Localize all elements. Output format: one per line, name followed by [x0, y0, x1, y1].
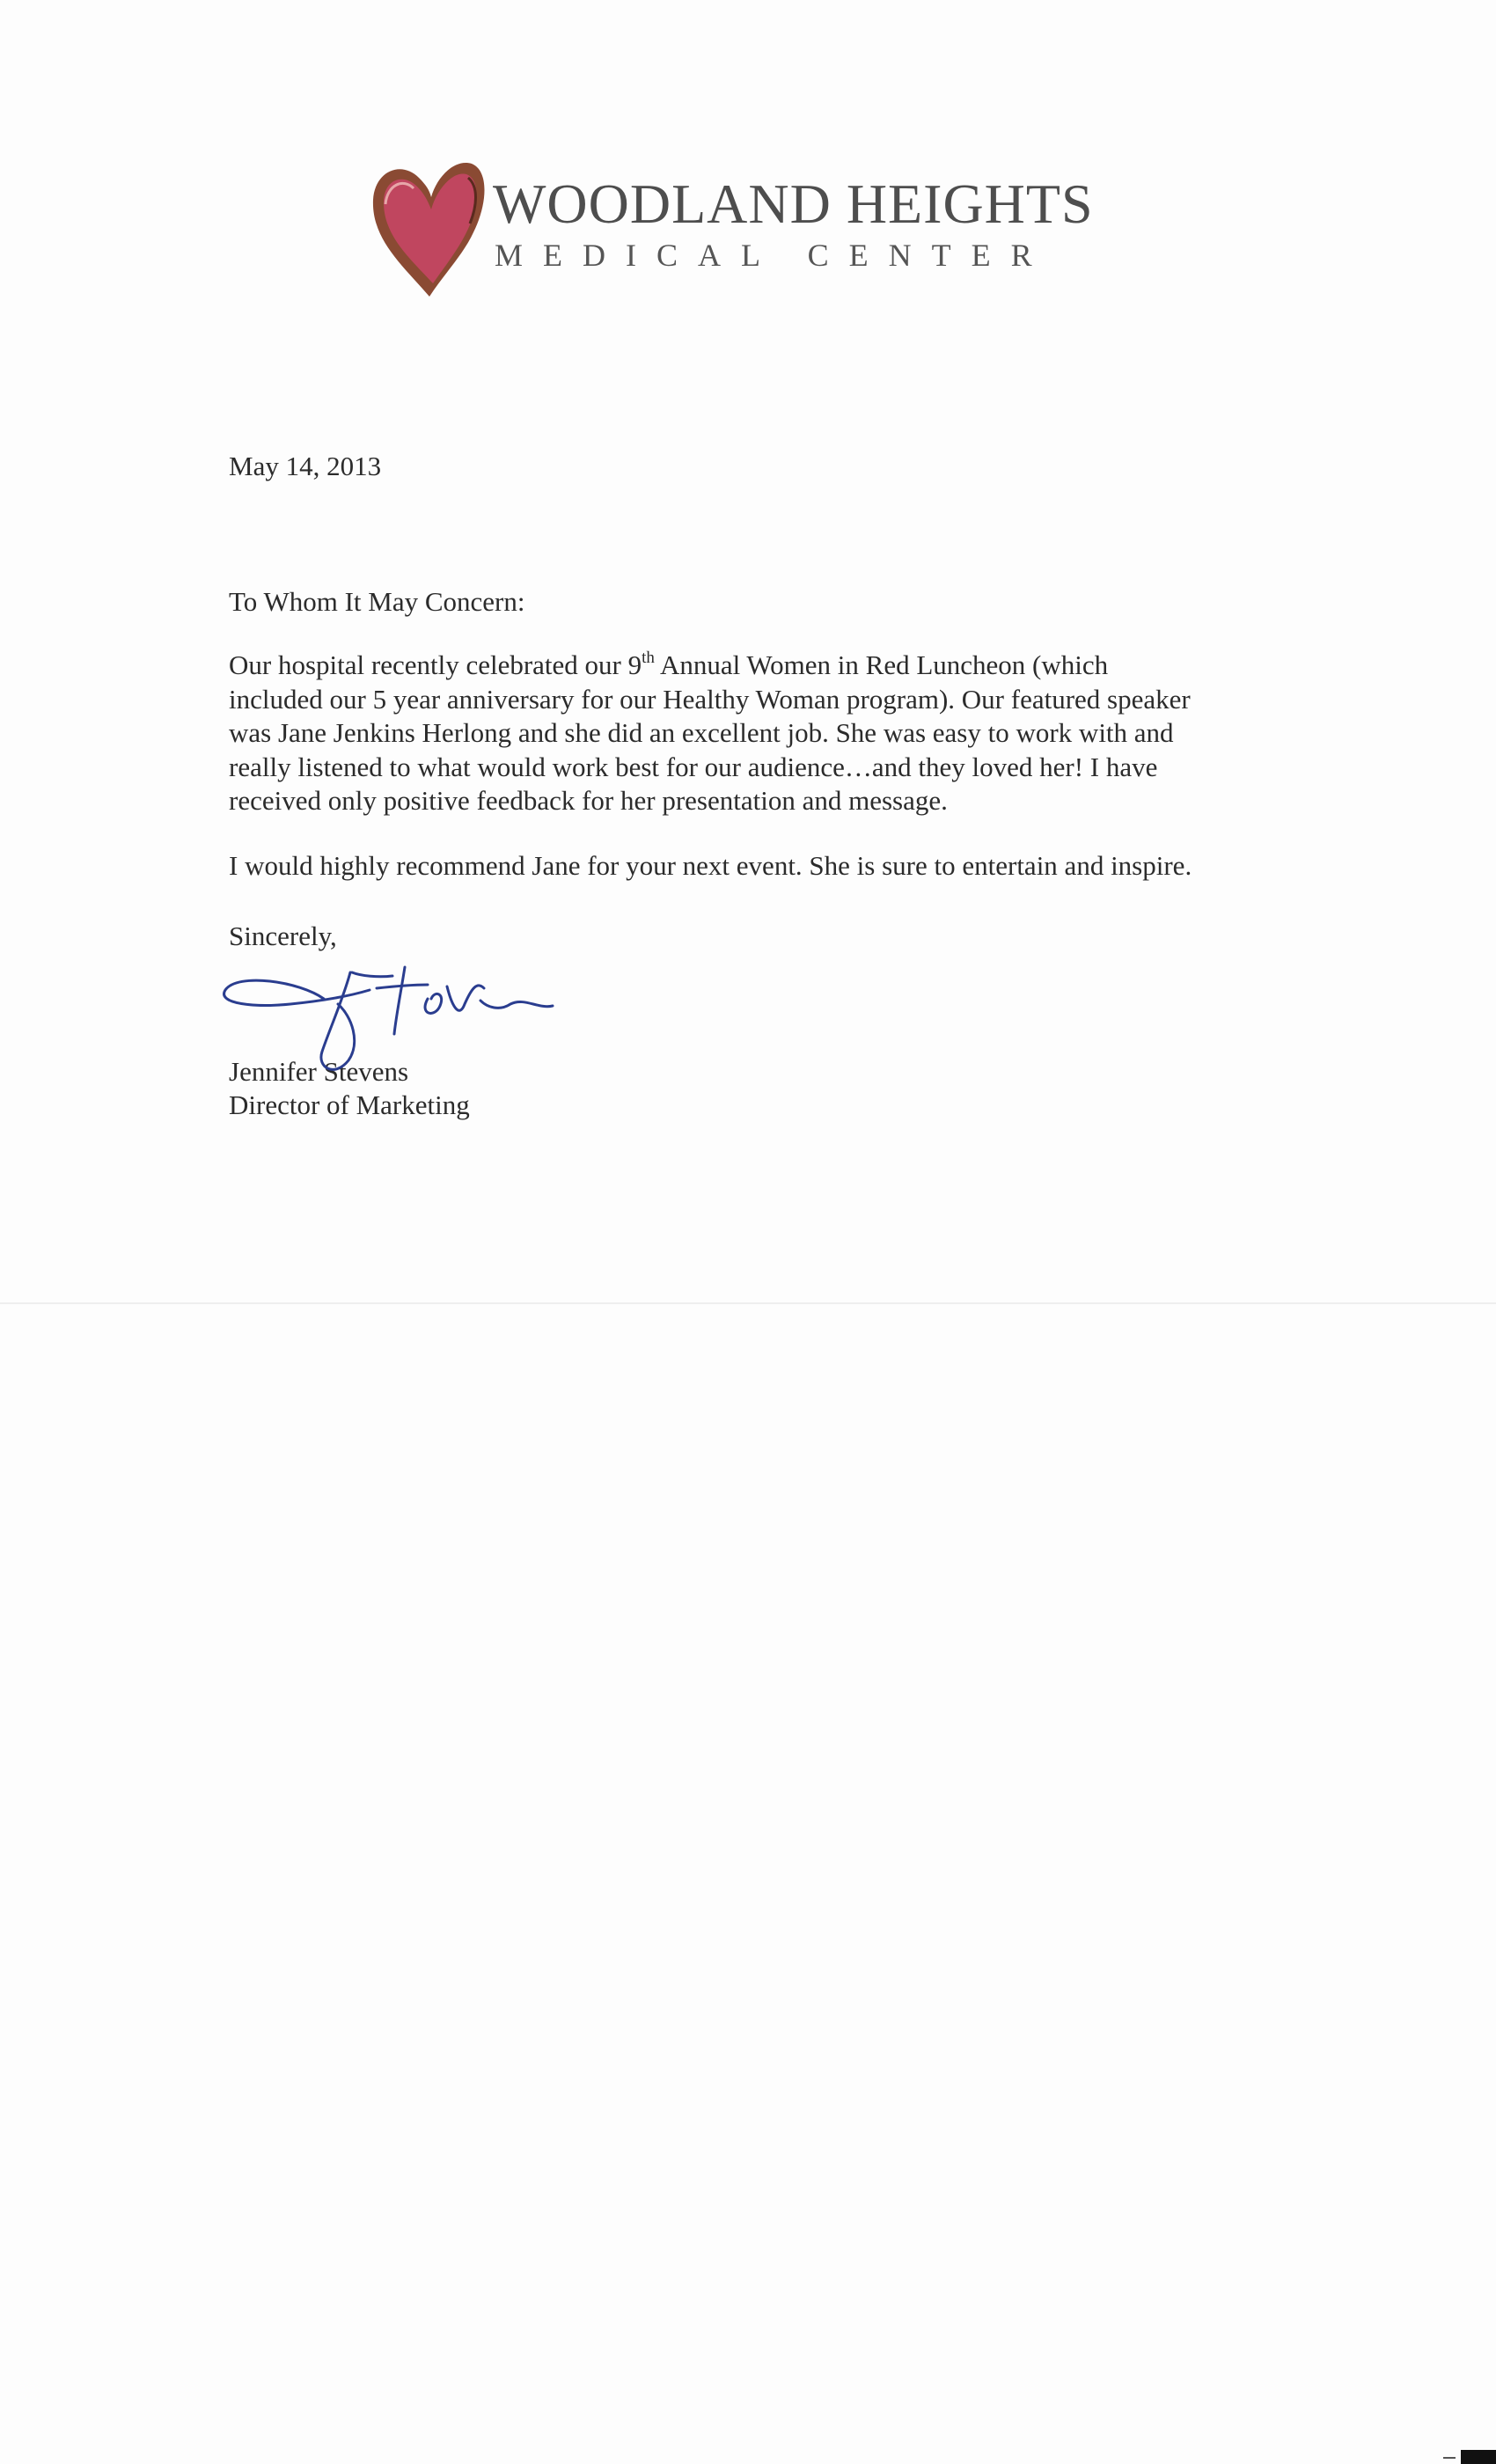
paragraph-1-line-3: was Jane Jenkins Herlong and she did an excellent job. She was easy to work with and [229, 717, 1174, 748]
paragraph-1 [229, 649, 1285, 818]
handwritten-signature [220, 946, 625, 1087]
letter-date: May 14, 2013 [229, 451, 382, 481]
ordinal-suffix: th [642, 648, 655, 667]
heart-icon [368, 151, 489, 301]
paragraph-2: I would highly recommend Jane for your next event. She is sure to entertain and inspire. [229, 850, 1192, 881]
org-name-line1: WOODLAND HEIGHTS [493, 172, 1094, 235]
paragraph-1-line-4: really listened to what would work best for our audience…and they loved her! I have [229, 751, 1158, 782]
salutation: To Whom It May Concern: [229, 586, 525, 617]
scan-corner-mark [1443, 2448, 1496, 2464]
paragraph-1-line-2: included our 5 year anniversary for our Healthy Woman program). Our featured speaker [229, 683, 1191, 715]
letterhead [368, 151, 1094, 310]
signer-title: Director of Marketing [229, 1089, 470, 1120]
signer-name: Jennifer Stevens [229, 1056, 409, 1087]
paragraph-1-line-5: received only positive feedback for her presentation and message. [229, 785, 948, 816]
paragraph-1-line-1: Our hospital recently celebrated our 9th Annual Women in Red Luncheon (which [229, 648, 1109, 680]
org-name-line2: MEDICAL CENTER [495, 238, 1052, 273]
closing: Sincerely, [229, 920, 337, 951]
scan-artifact-line [0, 1302, 1496, 1304]
